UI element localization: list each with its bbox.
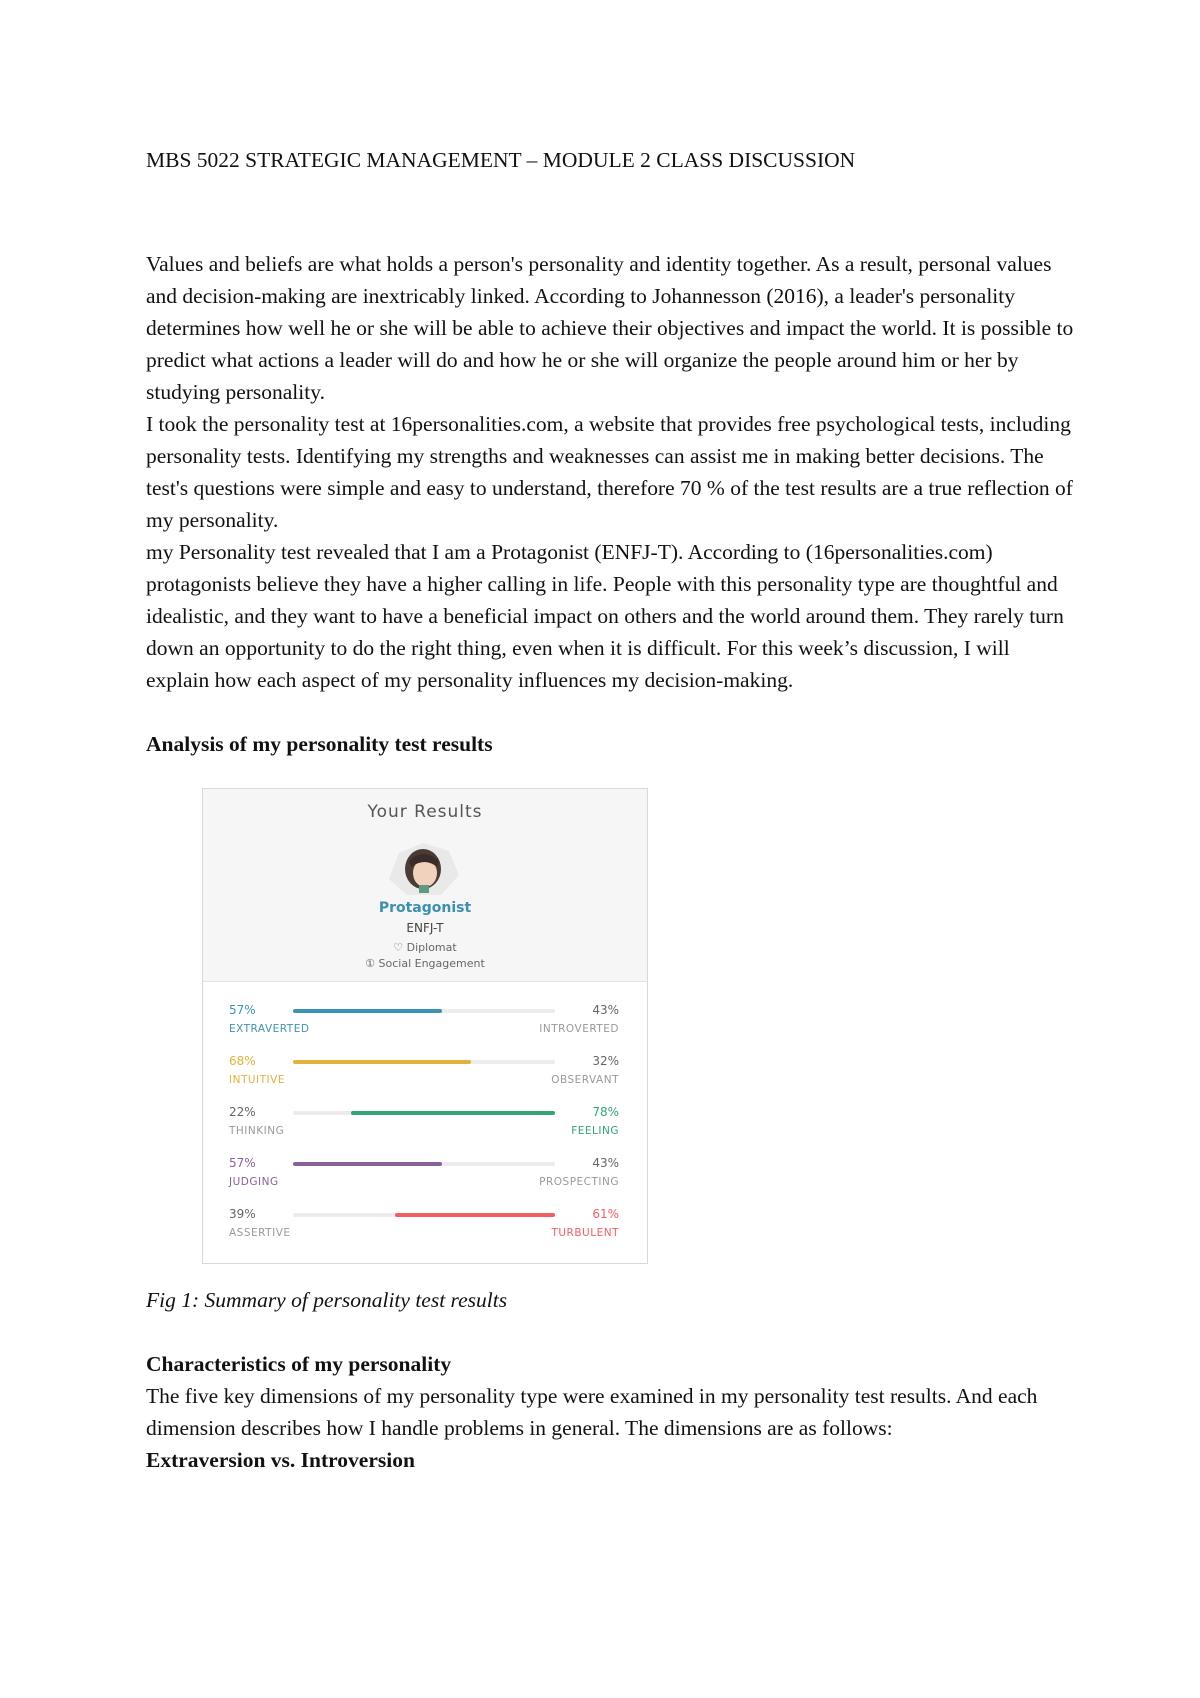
trait-right-label: TURBULENT — [551, 1227, 619, 1239]
results-card-image — [202, 788, 648, 1264]
trait-list — [229, 1003, 619, 1258]
results-card-header — [203, 789, 647, 982]
section-heading-extraversion: Extraversion vs. Introversion — [146, 1448, 415, 1472]
trait-row — [229, 1156, 619, 1207]
trait-bar-track — [293, 1162, 555, 1166]
trait-row — [229, 1207, 619, 1258]
test-paragraph: I took the personality test at 16personalities.com, a website that provides free psychological tests, including personality tests. Identifying my strengths and weaknesses can assist me in making better decisions. The test's questions were simple and easy to understand, therefore 70 % of the test results are a true reflection of my personality. — [146, 412, 1073, 532]
dimensions-paragraph: The five key dimensions of my personality type were examined in my personality test results. And each dimension describes how I handle problems in general. The dimensions are as follows: — [146, 1384, 1038, 1440]
trait-right-percent: 32% — [592, 1054, 619, 1068]
trait-bar-fill — [293, 1060, 471, 1064]
trait-bar-track — [293, 1009, 555, 1013]
trait-bar-fill — [395, 1213, 555, 1217]
trait-bar-track — [293, 1060, 555, 1064]
figure-caption: Fig 1: Summary of personality test results — [146, 1288, 508, 1312]
trait-row — [229, 1105, 619, 1156]
protagonist-avatar-icon — [379, 839, 467, 899]
trait-left-percent: 57% — [229, 1156, 256, 1170]
document-title: MBS 5022 STRATEGIC MANAGEMENT – MODULE 2 CLASS DISCUSSION — [146, 148, 856, 172]
trait-bar-track — [293, 1213, 555, 1217]
trait-right-percent: 61% — [592, 1207, 619, 1221]
section-heading-analysis: Analysis of my personality test results — [146, 732, 493, 756]
trait-left-label: EXTRAVERTED — [229, 1023, 310, 1035]
trait-right-percent: 43% — [592, 1156, 619, 1170]
trait-bar-fill — [293, 1162, 442, 1166]
trait-left-label: THINKING — [229, 1125, 285, 1137]
personality-type-code: ENFJ-T — [406, 921, 444, 935]
results-heading: Your Results — [367, 802, 483, 822]
trait-left-percent: 22% — [229, 1105, 256, 1119]
trait-left-percent: 39% — [229, 1207, 256, 1221]
trait-right-percent: 78% — [592, 1105, 619, 1119]
section-heading-characteristics: Characteristics of my personality — [146, 1352, 452, 1376]
trait-right-label: OBSERVANT — [551, 1074, 619, 1086]
trait-right-label: FEELING — [571, 1125, 619, 1137]
trait-row — [229, 1003, 619, 1054]
trait-row — [229, 1054, 619, 1105]
trait-left-label: ASSERTIVE — [229, 1227, 291, 1239]
protagonist-paragraph: my Personality test revealed that I am a Protagonist (ENFJ-T). According to (16personalities.com) protagonists believe they have a higher calling in life. People with this personality type are thoughtful and idealistic, and they want to have a beneficial impact on others and the world around them. They rarely turn down an opportunity to do the right thing, even when it is difficult. For this week’s discussion, I will explain how each aspect of my personality influences my decision-making. — [146, 540, 1064, 692]
personality-strategy: ① Social Engagement — [365, 957, 485, 970]
trait-bar-fill — [293, 1009, 442, 1013]
document-page — [146, 144, 1076, 1476]
trait-bar-fill — [351, 1111, 555, 1115]
personality-role: ♡ Diplomat — [393, 941, 457, 954]
trait-left-percent: 57% — [229, 1003, 256, 1017]
trait-right-label: INTROVERTED — [539, 1023, 619, 1035]
trait-right-label: PROSPECTING — [539, 1176, 619, 1188]
trait-left-label: INTUITIVE — [229, 1074, 285, 1086]
trait-bar-track — [293, 1111, 555, 1115]
trait-left-label: JUDGING — [229, 1176, 279, 1188]
trait-left-percent: 68% — [229, 1054, 256, 1068]
intro-paragraph: Values and beliefs are what holds a person's personality and identity together. As a result, personal values and decision-making are inextricably linked. According to Johannesson (2016), a leader's personality determines how well he or she will be able to achieve their objectives and impact the world. It is possible to predict what actions a leader will do and how he or she will organize the people around him or her by studying personality. — [146, 252, 1074, 404]
personality-type-name: Protagonist — [378, 900, 472, 916]
trait-right-percent: 43% — [592, 1003, 619, 1017]
